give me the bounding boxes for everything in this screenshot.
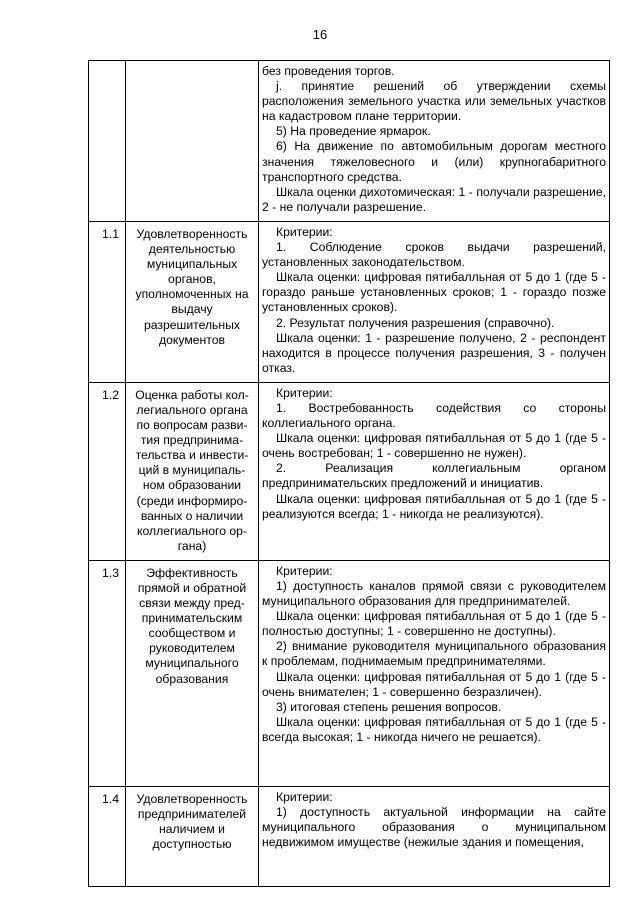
row-number: 1.2 <box>89 382 126 560</box>
paragraph: 1. Востребованность содействия со стороны коллегиального органа. <box>262 400 606 431</box>
criterion-cell: Оценка работы кол-легиального органа по вопросам разви-тия предпринима-тельства и инвести-ций в муниципаль-ном образовании (среди информиро-ванных о наличии коллегиального ор-гана) <box>126 382 259 560</box>
description-cell <box>259 61 610 222</box>
table-row <box>89 382 610 560</box>
paragraph: 2) внимание руководителя муниципального образования к проблемам, поднимаемым предпринимателями. <box>262 639 606 669</box>
paragraph: Шкала оценки: цифровая пятибалльная от 5 до 1 (где 5 - очень востребован; 1 - совершенно не нужен). <box>262 431 606 461</box>
page-number: 16 <box>312 27 328 42</box>
paragraph: Критерии: <box>276 789 333 804</box>
table-row <box>89 786 610 886</box>
paragraph: Шкала оценки: цифровая пятибалльная от 5 до 1 (где 5 - реализуются всегда; 1 - никогда не реализуются). <box>262 491 606 521</box>
criterion-cell: Эффективность прямой и обратной связи между пред-принимательским сообществом и руководителем муниципального образования <box>126 560 259 786</box>
paragraph: 1) доступность каналов прямой связи с руководителем муниципального образования для предпринимателей. <box>262 579 606 609</box>
paragraph: Шкала оценки: цифровая пятибалльная от 5 до 1 (где 5 - всегда высокая; 1 - никогда ничего не решается). <box>262 714 606 744</box>
paragraph: без проведения торгов. <box>262 64 395 78</box>
paragraph: Шкала оценки дихотомическая: 1 - получали разрешение, 2 - не получали разрешение. <box>262 184 606 214</box>
description-cell <box>259 560 610 786</box>
row-number: 1.1 <box>89 221 126 382</box>
paragraph: Шкала оценки: цифровая пятибалльная от 5 до 1 (где 5 - гораздо раньше установленных сроков; 1 - гораздо позже установленных сроков). <box>262 270 606 315</box>
row-number: 1.3 <box>89 560 126 786</box>
paragraph: Критерии: <box>276 563 333 578</box>
paragraph: j. принятие решений об утверждении схемы расположения земельного участка или земельных участков на кадастровом плане территории. <box>262 79 606 124</box>
paragraph: 1) доступность актуальной информации на сайте муниципального образования о муниципальном недвижимом имуществе (нежилые здания и помещения, <box>262 805 606 850</box>
criterion-cell: Удовлетворенность деятельностью муниципальных органов, уполномоченных на выдачу разрешительных документов <box>126 221 259 382</box>
paragraph: 2. Реализация коллегиальным органом предпринимательских предложений и инициатив. <box>262 461 606 491</box>
table-row <box>89 221 610 382</box>
table-row <box>89 61 610 222</box>
paragraph: 3) итоговая степень решения вопросов. <box>276 699 502 714</box>
criterion-cell: Удовлетворенность предпринимателей наличием и доступностью <box>126 786 259 886</box>
row-number: 1.4 <box>89 786 126 886</box>
paragraph: Шкала оценки: 1 - разрешение получено, 2 - респондент находится в процессе получения разрешения, 3 - получен отказ. <box>262 330 606 375</box>
paragraph: Критерии: <box>276 224 333 239</box>
description-cell <box>259 786 610 886</box>
criteria-table <box>88 60 610 887</box>
paragraph: 5) На проведение ярмарок. <box>276 124 431 139</box>
table-row <box>89 560 610 786</box>
description-cell <box>259 221 610 382</box>
paragraph: Критерии: <box>276 385 333 400</box>
paragraph: 6) На движение по автомобильным дорогам местного значения тяжеловесного и (или) крупногабаритного транспортного средства. <box>262 139 606 184</box>
paragraph: Шкала оценки: цифровая пятибалльная от 5 до 1 (где 5 - полностью доступны; 1 - совершенно не доступны). <box>262 609 606 639</box>
criterion-cell <box>126 61 259 222</box>
description-cell <box>259 382 610 560</box>
paragraph: Шкала оценки: цифровая пятибалльная от 5 до 1 (где 5 - очень внимателен; 1 - совершенно безразличен). <box>262 669 606 699</box>
paragraph: 1. Соблюдение сроков выдачи разрешений, установленных законодательством. <box>262 240 606 270</box>
paragraph: 2. Результат получения разрешения (справочно). <box>276 315 555 330</box>
row-number <box>89 61 126 222</box>
